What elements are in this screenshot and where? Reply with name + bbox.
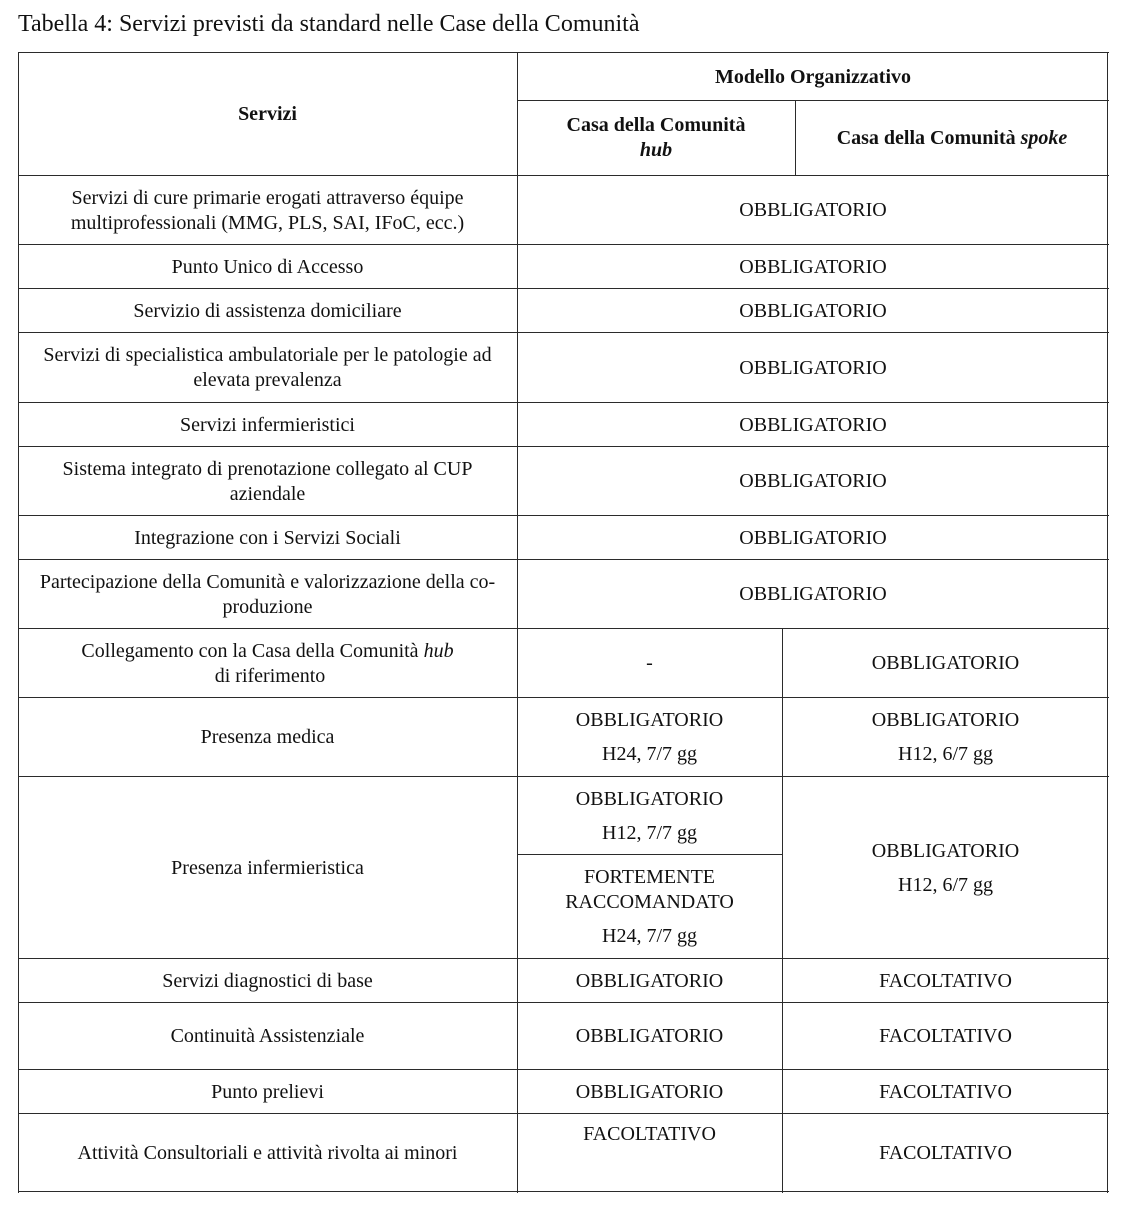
value-detail: H12, 6/7 gg [898,743,993,765]
value-cell: OBBLIGATORIO [739,356,887,379]
value-detail: H12, 7/7 gg [602,821,697,844]
value-detail: H12, 6/7 gg [898,873,993,896]
value-label: OBBLIGATORIO [871,839,1020,862]
value-cell: OBBLIGATORIO [739,470,887,492]
spoke-value-cell: OBBLIGATORIO [871,652,1020,674]
value-detail: H24, 7/7 gg [602,743,697,765]
hub-value-cell [517,855,782,959]
header-hub [517,100,795,176]
header-spoke [795,100,1109,176]
spoke-value-cell: FACOLTATIVO [879,1141,1012,1164]
service-cell: Sistema integrato di prenotazione collegato al CUP aziendale [62,457,473,505]
service-cell: Presenza infermieristica [171,856,364,879]
service-cell: Continuità Assistenziale [170,1025,365,1047]
value-cell: OBBLIGATORIO [739,526,887,549]
value-label: OBBLIGATORIO [575,787,724,810]
service-text: Collegamento con la Casa della Comunità hub di riferimento [81,639,454,687]
value-cell: OBBLIGATORIO [739,413,887,436]
service-cell: Servizi diagnostici di base [162,969,373,992]
value-cell: OBBLIGATORIO [739,255,887,278]
header-modello-organizzativo: Modello Organizzativo [714,65,912,88]
hub-value-cell: FACOLTATIVO [583,1123,716,1145]
value-label: OBBLIGATORIO [575,709,724,731]
service-cell: Servizi di specialistica ambulatoriale per le patologie ad elevata prevalenza [43,344,492,391]
spoke-value-cell [782,777,1109,959]
value-label: OBBLIGATORIO [871,709,1020,731]
hub-value-cell: OBBLIGATORIO [575,969,724,992]
services-table [18,52,1109,1193]
service-cell: Servizio di assistenza domiciliare [133,299,402,322]
hub-value-cell: OBBLIGATORIO [575,1025,724,1047]
hub-value-cell: - [646,652,653,674]
service-cell: Servizi infermieristici [180,413,355,436]
hub-value-cell: OBBLIGATORIO [575,1080,724,1103]
spoke-value-cell [782,698,1109,777]
hub-value-cell [517,698,782,777]
value-cell: OBBLIGATORIO [739,199,887,221]
table-caption: Tabella 4: Servizi previsti da standard nelle Case della Comunità [18,11,640,37]
service-cell: Integrazione con i Servizi Sociali [134,526,401,549]
service-cell: Presenza medica [200,726,335,748]
service-cell: Punto prelievi [211,1080,324,1103]
header-hub-italic: hub [639,139,673,161]
value-detail: H24, 7/7 gg [602,925,697,947]
service-cell: Attività Consultoriali e attività rivolta ai minori [77,1141,458,1164]
service-cell: Partecipazione della Comunità e valorizzazione della co-produzione [39,570,496,618]
service-cell [18,629,517,698]
service-cell: Punto Unico di Accesso [171,255,364,278]
header-servizi: Servizi [238,102,297,125]
header-hub-label: Casa della Comunità [566,114,746,136]
spoke-value-cell: FACOLTATIVO [879,1025,1012,1047]
value-cell: OBBLIGATORIO [739,583,887,605]
header-spoke-label: Casa della Comunità spoke [836,126,1068,149]
hub-value-cell [517,777,782,855]
value-label: FORTEMENTE RACCOMANDATO [565,866,734,913]
service-cell: Servizi di cure primarie erogati attraverso équipe multiprofessionali (MMG, PLS, SAI, IFoC, ecc.) [70,186,465,234]
value-cell: OBBLIGATORIO [739,299,887,322]
spoke-value-cell: FACOLTATIVO [879,1080,1012,1103]
spoke-value-cell: FACOLTATIVO [879,969,1012,992]
